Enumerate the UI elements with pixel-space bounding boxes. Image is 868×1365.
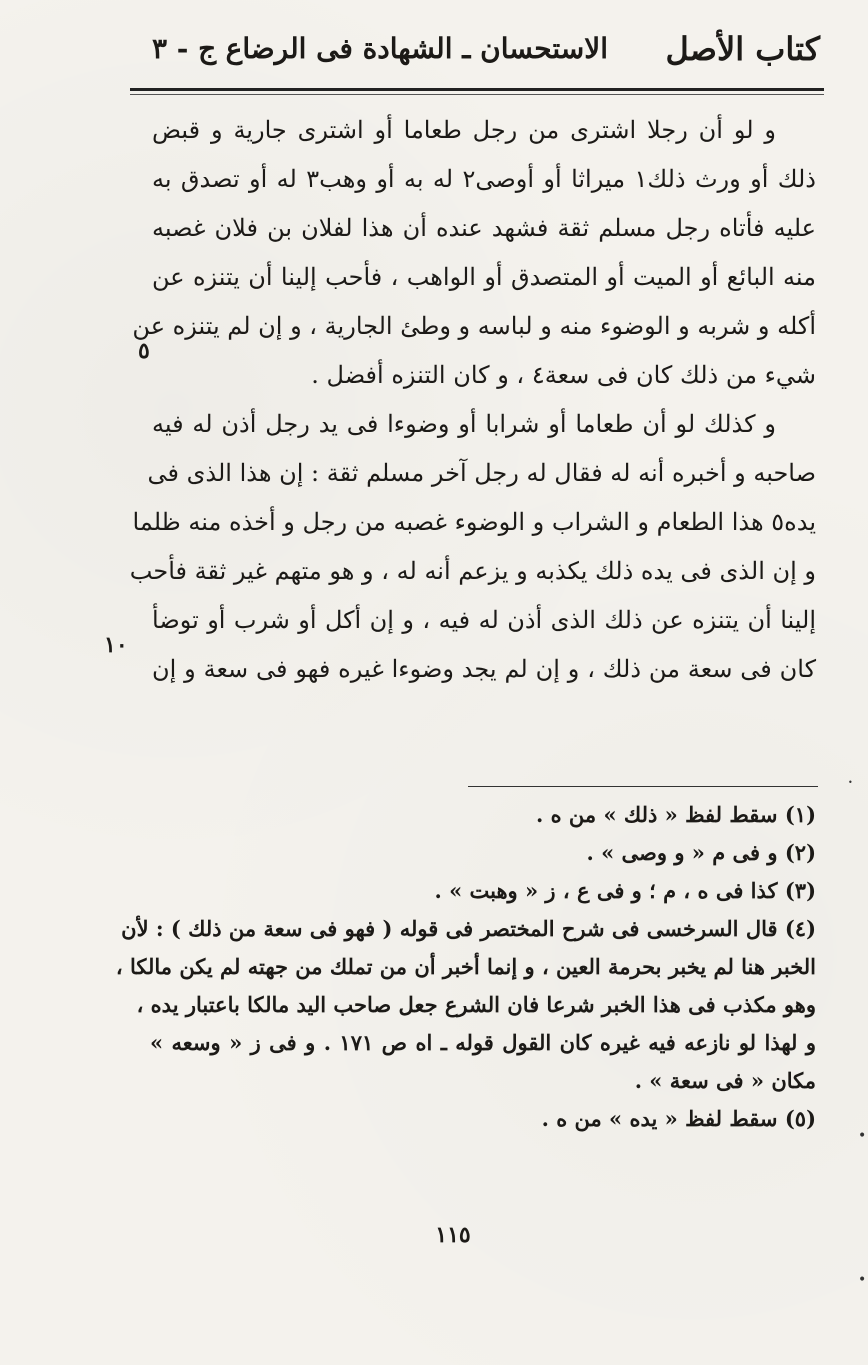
text-line: أكله و شربه و الوضوء منه و لباسه و وطئ الجارية ، و إن لم يتنزه عن [132, 312, 816, 340]
header-rule [130, 88, 824, 91]
footnote-4: (٤) قال السرخسى فى شرح المختصر فى قوله ( فهو فى سعة من ذلك ) : لأن [121, 916, 816, 941]
volume-number: ج - ٣ [152, 32, 217, 65]
text-line: يده٥ هذا الطعام و الشراب و الوضوء غصبه من رجل و أخذه منه ظلما [132, 508, 816, 536]
footnote-4-line: الخبر هنا لم يخبر بحرمة العين ، و إنما أخبر أن من تملك من جهته لم يكن مالكا ، [115, 954, 816, 979]
footnotes [115, 796, 816, 1138]
footnote-5: (٥) سقط لفظ « يده » من ه . [541, 1106, 816, 1131]
chapter-title: الاستحسان ـ الشهادة فى الرضاع [225, 32, 608, 65]
text-line: منه البائع أو الميت أو المتصدق أو الواهب ، فأحب إلينا أن يتنزه عن [152, 263, 816, 291]
text-line: شيء من ذلك كان فى سعة٤ ، و كان التنزه أفضل . [311, 361, 816, 389]
footnote-rule [468, 786, 818, 787]
footnote-2: (٢) و فى م « و وصى » . [586, 840, 816, 865]
footnote-3: (٣) كذا فى ه ، م ؛ و فى ع ، ز « وهبت » . [434, 878, 816, 903]
text-line: ذلك أو ورث ذلك١ ميراثا أو أوصى٢ له به أو وهب٣ له أو تصدق به [152, 165, 816, 193]
scan-speck: • [858, 1272, 867, 1288]
page-number: ١١٥ [435, 1222, 471, 1248]
text-line: إلينا أن يتنزه عن ذلك الذى أذن له فيه ، و إن أكل أو شرب أو توضأ [152, 606, 816, 634]
text-line: و كذلك لو أن طعاما أو شرابا أو وضوءا فى يد رجل أذن له فيه [152, 410, 776, 438]
text-line: كان فى سعة من ذلك ، و إن لم يجد وضوءا غيره فهو فى سعة و إن [152, 655, 816, 683]
running-header [130, 22, 820, 72]
margin-line-number-5: ٥ [138, 338, 150, 364]
scan-speck: • [848, 778, 853, 787]
main-text [129, 106, 816, 694]
text-line: و إن الذى فى يده ذلك يكذبه و يزعم أنه له ، و هو متهم غير ثقة فأحب [129, 557, 816, 585]
text-line: صاحبه و أخبره أنه له فقال له رجل آخر مسلم ثقة : إن هذا الذى فى [147, 459, 816, 487]
scan-speck: • [858, 1128, 867, 1144]
footnote-4-line: وهو مكذب فى هذا الخبر شرعا فان الشرع جعل صاحب اليد مالكا باعتبار يده ، [136, 992, 816, 1017]
margin-line-number-10: ١٠ [104, 632, 128, 658]
header-rule-thin [130, 94, 824, 95]
footnote-1: (١) سقط لفظ « ذلك » من ه . [536, 802, 816, 827]
footnote-4-line: و لهذا لو نازعه فيه غيره كان القول قوله ـ اه ص ١٧١ . و فى ز « وسعه » [150, 1030, 816, 1055]
text-line: و لو أن رجلا اشترى من رجل طعاما أو اشترى جارية و قبض [152, 116, 776, 144]
book-title: كتاب الأصل [665, 30, 820, 68]
text-line: عليه فأتاه رجل مسلم ثقة فشهد عنده أن هذا لفلان بن فلان غصبه [152, 214, 816, 242]
footnote-4-line: مكان « فى سعة » . [634, 1068, 816, 1093]
